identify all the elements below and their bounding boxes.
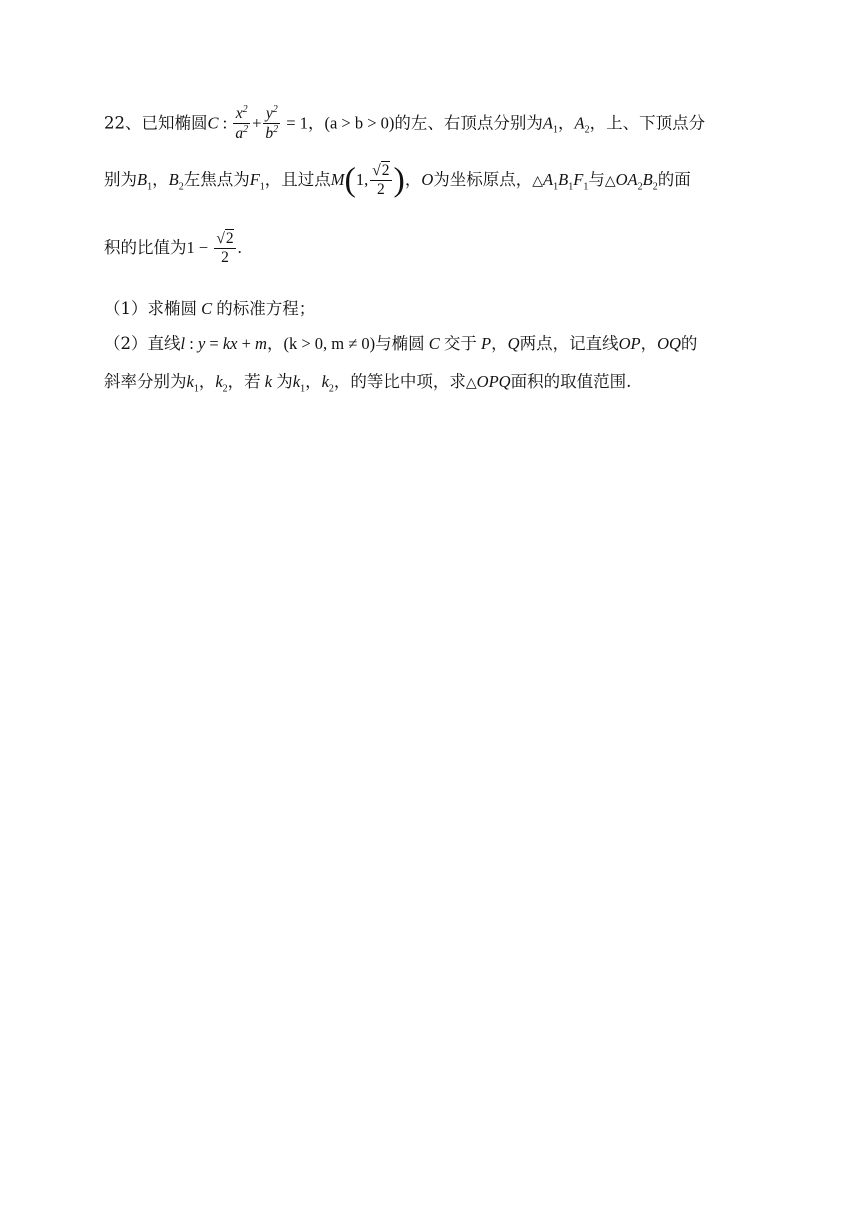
condition-a-b: (a > b > 0) [324, 113, 395, 133]
triangle-icon: △ [532, 173, 544, 190]
text: 的等比中项，求 [350, 372, 466, 391]
text: 求椭圆 [147, 299, 197, 318]
triangle-icon: △ [465, 375, 477, 391]
text: 斜率分别为 [104, 372, 187, 391]
part-2-continued: 斜率分别为$k_1$，$k_2$，若 k 为$k_1$，$k_2$，的等比中项，求△OPQ面积的取值范围. [104, 372, 632, 395]
triangle-icon: △ [604, 173, 616, 190]
fraction-sqrt2-over-2: $\frac{√2}{2}$ [372, 162, 390, 198]
text: 的面 [657, 170, 691, 190]
fraction-sqrt2-over-2: $\frac{√2}{2}$ [216, 230, 234, 266]
text: 直线 [147, 334, 181, 353]
condition-k-m: (k > 0, m ≠ 0) [283, 334, 376, 353]
text: 的 [680, 334, 698, 353]
text: 左焦点为 [183, 170, 250, 190]
part-2: （2）直线l : y = kx + m，(k > 0, m ≠ 0)与椭圆 C 交于 P，Q两点，记直线OP，OQ的 [104, 334, 698, 353]
text: 两点，记直线 [519, 334, 619, 353]
text: 已知椭圆 [141, 113, 208, 133]
text: 的标准方程； [216, 299, 316, 318]
text: 为坐标原点， [433, 170, 533, 190]
text: 上、下顶点分 [606, 113, 706, 133]
text: 为 [276, 372, 293, 391]
part-label: （1） [104, 299, 148, 318]
part-1: （1）求椭圆 C 的标准方程； [104, 299, 316, 318]
problem-line-3: 积的比值为1 − $\frac{√2}{2}$ . [104, 230, 242, 266]
text: 与椭圆 [375, 334, 425, 353]
problem-line-2: 别为$B_1$，$B_2$左焦点为$F_1$，且过点M(1, $\frac{√2}{2}$ )，O为坐标原点，$\triangle A_1B_1F_1$与$\triangle OA_2B_2$的面 [104, 161, 691, 199]
problem-line-1: 22、已知椭圆C : $\frac{x^2}{a^2}$ + $\frac{y^2}{b^2}$ = 1，(a > b > 0)的左、右顶点分别为$A_1$，$A_2$，上、下顶点分 [104, 104, 706, 143]
text: 若 [244, 372, 261, 391]
text: 积的比值为 [104, 238, 187, 258]
text: 与 [588, 170, 605, 190]
fraction-x2-a2: $\frac{x^2}{a^2}$ [235, 104, 249, 143]
text: 面积的取值范围. [510, 372, 632, 391]
text: 交于 [443, 334, 477, 353]
text: 的左、右顶点分别为 [394, 113, 543, 133]
fraction-y2-b2: $\frac{y^2}{b^2}$ [265, 104, 279, 143]
problem-number: 22、 [104, 113, 142, 133]
text: 别为 [104, 170, 137, 190]
part-label: （2） [104, 334, 148, 353]
text: 且过点 [281, 170, 331, 190]
